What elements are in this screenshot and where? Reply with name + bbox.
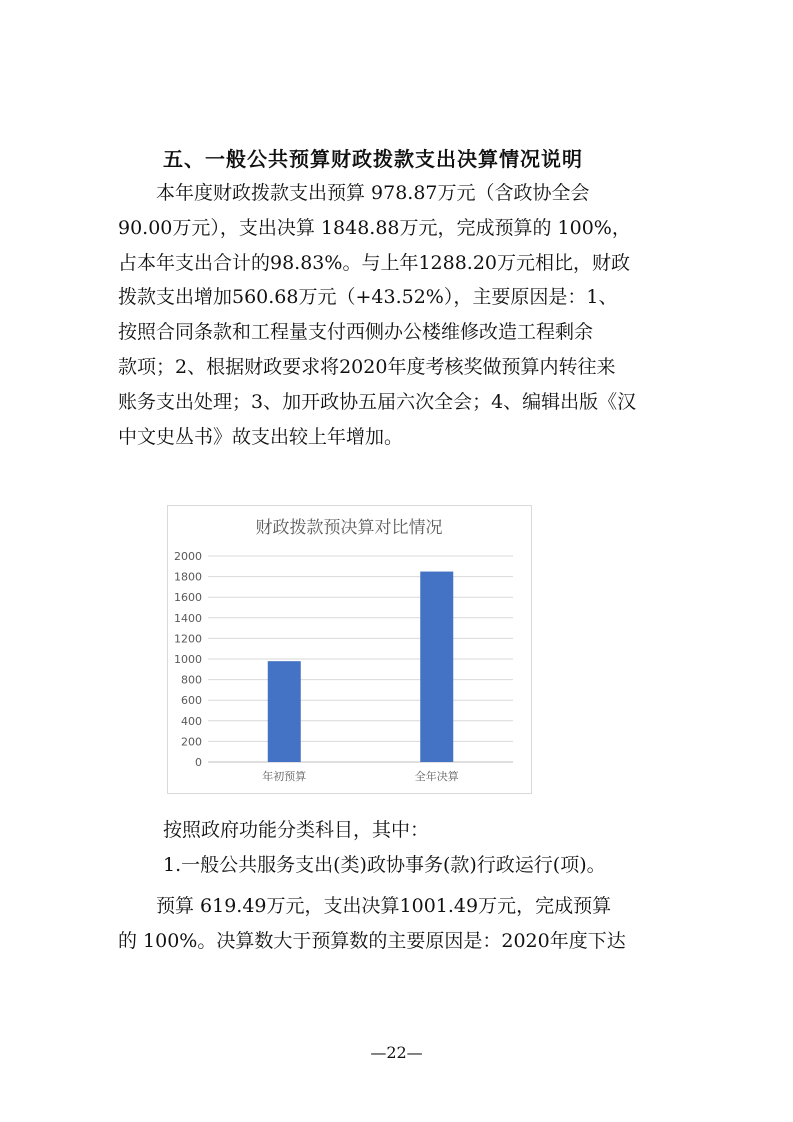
text-line: 90.00万元），支出决算 1848.88万元，完成预算的 100%，: [118, 216, 631, 239]
text-line: 中文史丛书》故支出较上年增加。: [118, 425, 404, 448]
bar: [420, 572, 453, 762]
text-line: 按照合同条款和工程量支付西侧办公楼维修改造工程剩余: [118, 321, 594, 344]
text-line: 拨款支出增加560.68万元（+43.52%），主要原因是：1、: [118, 286, 618, 309]
subsection-heading: 1.一般公共服务支出(类)政协事务(款)行政运行(项)。: [163, 854, 606, 876]
y-tick-label: 200: [181, 735, 202, 749]
y-tick-label: 400: [181, 714, 202, 728]
y-tick-label: 1000: [174, 653, 202, 666]
text-line: 占本年支出合计的98.83%。与上年1288.20万元相比，财政: [118, 251, 631, 274]
text-line: 的 100%。决算数大于预算数的主要原因是：2020年度下达: [118, 929, 626, 952]
y-tick-label: 600: [181, 694, 202, 708]
bar: [268, 661, 301, 762]
chart-svg: [168, 506, 531, 793]
x-tick-label: 年初预算: [262, 770, 307, 783]
text-line: 款项；2、根据财政要求将2020年度考核奖做预算内转往来: [118, 355, 616, 378]
text-line: 本年度财政拨款支出预算 978.87万元（含政协全会: [156, 182, 590, 204]
y-tick-label: 0: [195, 756, 202, 769]
paragraph-budget-summary: [118, 176, 678, 454]
budget-comparison-chart: [167, 505, 532, 794]
paragraph-item-detail: [118, 889, 678, 959]
text-line: 账务支出处理；3、加开政协五届六次全会；4、编辑出版《汉: [118, 390, 637, 413]
text-line: 预算 619.49万元，支出决算1001.49万元，完成预算: [156, 895, 612, 917]
page-number: —22—: [370, 1043, 423, 1062]
paragraph-function-classification: 按照政府功能分类科目，其中：: [163, 819, 430, 841]
section-heading: 五、一般公共预算财政拨款支出决算情况说明: [163, 147, 583, 171]
y-tick-label: 1600: [174, 591, 202, 605]
y-tick-label: 1800: [174, 570, 202, 584]
y-tick-label: 2000: [174, 550, 202, 563]
y-tick-label: 800: [181, 673, 202, 687]
y-tick-label: 1400: [174, 611, 202, 625]
chart-title: 财政拨款预决算对比情况: [255, 518, 443, 538]
y-tick-label: 1200: [174, 632, 202, 646]
x-tick-label: 全年决算: [414, 770, 459, 783]
